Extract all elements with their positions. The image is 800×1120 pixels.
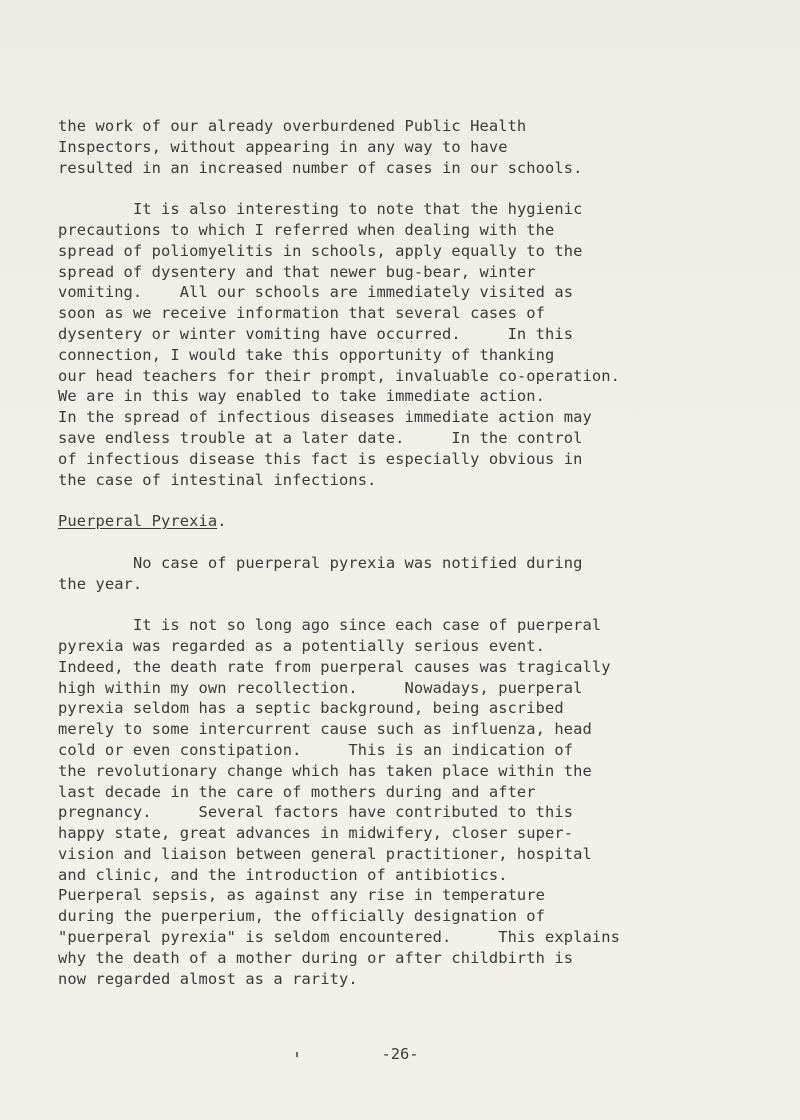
page-number: -26- [381,1045,419,1063]
paragraph-no-case-notified: No case of puerperal pyrexia was notified during the year. [58,553,583,593]
section-heading [58,511,770,532]
paragraph-puerperal-history: It is not so long ago since each case of puerperal pyrexia was regarded as a potentially serious event. Indeed, the death rate from puerperal causes was tragically high within my own recollection. Nowadays, puerperal pyrexia seldom has a septic background, being ascribed merely to some intercurrent cause such as influenza, head cold or even constipation. This is an indication of the revolutionary change which has taken place within the last decade in the care of mothers during and after pregnancy. Several factors have contributed to this happy state, great advances in midwifery, closer super- vision and liaison between general practitioner, hospital and clinic, and the introduction of antibiotics. Puerperal sepsis, as against any rise in temperature during the puerperium, the officially designation of "puerperal pyrexia" is seldom encountered. This explains why the death of a mother during or after childbirth is now regarded almost as a rarity. [58,616,620,988]
paragraph-schools-inspectors: the work of our already overburdened Public Health Inspectors, without appearing in any way to have resulted in an increased number of cases in our schools. [58,117,583,177]
paragraph-hygienic-precautions: It is also interesting to note that the hygienic precautions to which I referred when dealing with the spread of poliomyelitis in schools, apply equally to the spread of dysentery and that newer bug-bear, winter vomiting. All our schools are immediately visited as soon as we receive information that several cases of dysentery or winter vomiting have occurred. In this connection, I would take this opportunity of thanking our head teachers for their prompt, invaluable co-operation. We are in this way enabled to take immediate action. In the spread of infectious diseases immediate action may save endless trouble at a later date. In the control of infectious disease this fact is especially obvious in the case of intestinal infections. [58,200,620,489]
section-heading-suffix: . [217,512,227,531]
print-speck [296,1052,298,1057]
section-heading-title: Puerperal Pyrexia [58,512,218,531]
page-body [58,116,770,1010]
